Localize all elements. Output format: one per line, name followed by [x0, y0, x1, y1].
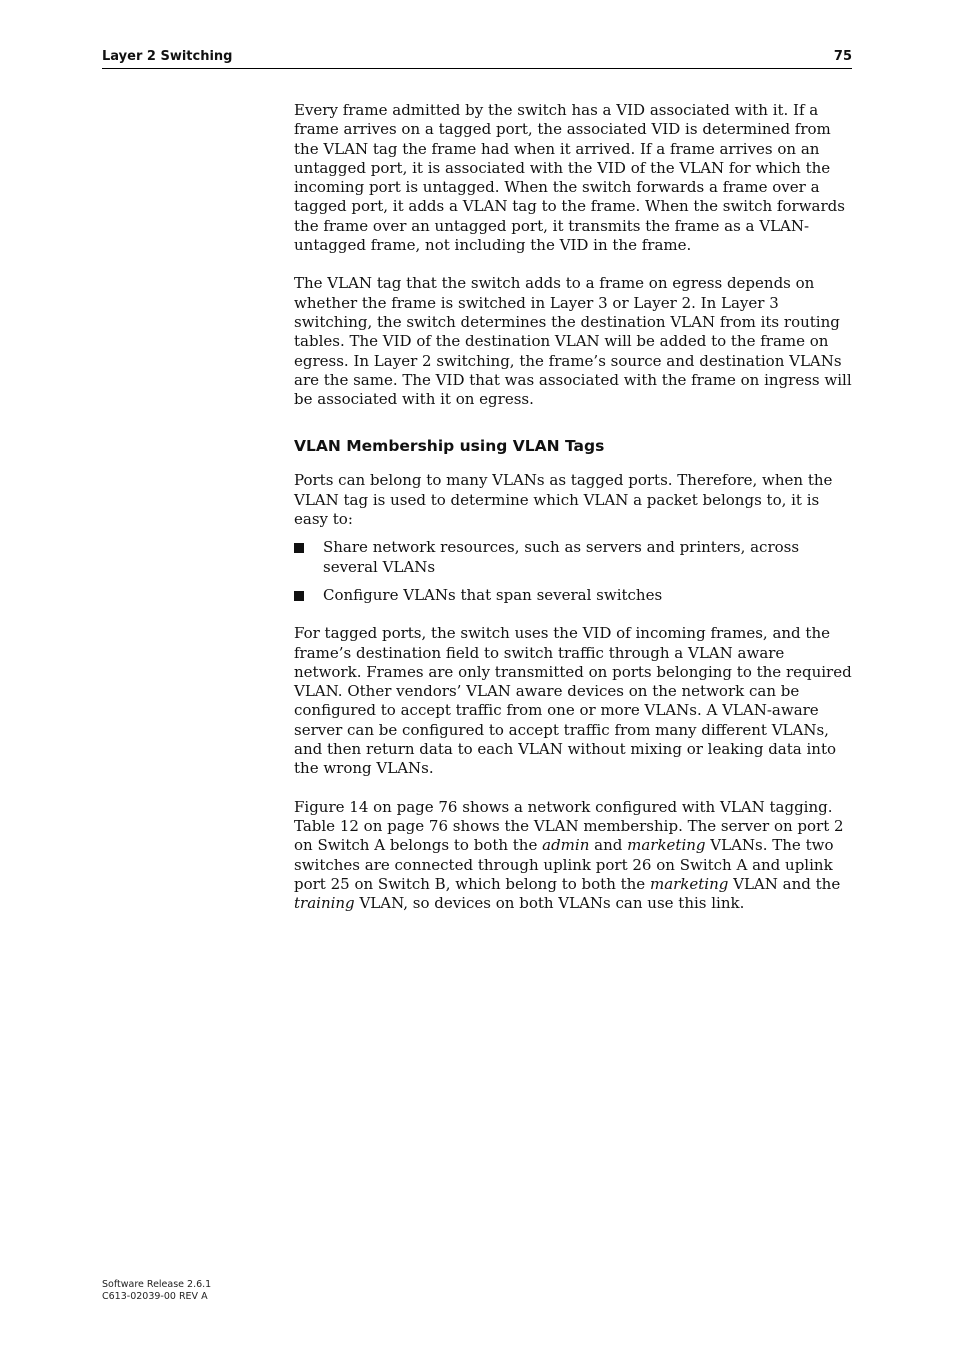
- text-run: Figure 14 on page 76 shows a network configured with VLAN tagging. Table 12 on page 76 shows the VLAN membership. The server on port 2 on Switch A belongs to both the: [294, 797, 844, 855]
- list-item-text: Configure VLANs that span several switches: [323, 585, 663, 604]
- section-body: For tagged ports, the switch uses the VID of incoming frames, and the frame’s destination field to switch traffic through a VLAN aware network. Frames are only transmitted on ports belonging to the required VLAN. Other vendors’ VLAN aware devices on the network can be configured to accept traffic from one or more VLANs. A VLAN-aware server can be configured to accept traffic from many different VLANs, and then return data to each VLAN without mixing or leaking data into the wrong VLANs.: [294, 624, 852, 778]
- footer-doc-id: C613-02039-00 REV A: [102, 1291, 208, 1302]
- text-run: VLANs. The two switches are connected through uplink port 26 on Switch A and uplink port 25 on Switch B, which belong to both the: [294, 836, 834, 893]
- main-content: [294, 101, 854, 932]
- text-run: VLAN and the: [728, 874, 841, 893]
- italic-term: training: [294, 894, 355, 913]
- footer-release: Software Release 2.6.1: [102, 1279, 212, 1290]
- figure-reference-paragraph: [294, 798, 854, 914]
- italic-term: admin: [542, 836, 590, 855]
- italic-term: marketing: [649, 874, 729, 893]
- italic-term: marketing: [627, 836, 706, 855]
- text-run: and: [589, 836, 628, 855]
- page-header: [102, 48, 852, 69]
- bullet-square-icon: [294, 543, 304, 553]
- header-page-number: 75: [833, 49, 852, 64]
- paragraph: The VLAN tag that the switch adds to a frame on egress depends on whether the frame is switched in Layer 3 or Layer 2. In Layer 3 switching, the switch determines the destination VLAN from its routing tables. The VID of the destination VLAN will be added to the frame on egress. In Layer 2 switching, the frame’s source and destination VLANs are the same. The VID that was associated with the frame on ingress will be associated with it on egress.: [294, 274, 852, 409]
- bullet-list: [294, 538, 854, 605]
- section-heading: VLAN Membership using VLAN Tags: [294, 437, 605, 456]
- bullet-square-icon: [294, 591, 304, 601]
- paragraph: Every frame admitted by the switch has a VID associated with it. If a frame arrives on a tagged port, the associated VID is determined from the VLAN tag the frame had when it arrived. If a frame arrives on an untagged port, it is associated with the VID of the VLAN for which the incoming port is untagged. When the switch forwards a frame over a tagged port, it adds a VLAN tag to the frame. When the switch forwards the frame over an untagged port, it transmits the frame as a VLAN-untagged frame, not including the VID in the frame.: [294, 101, 845, 255]
- list-item-text: Share network resources, such as servers and printers, across several VLANs: [323, 538, 800, 576]
- list-item: [294, 538, 854, 577]
- page-footer: [102, 1279, 211, 1303]
- header-section-title: Layer 2 Switching: [102, 49, 233, 64]
- list-item: [294, 586, 854, 605]
- text-run: VLAN, so devices on both VLANs can use this link.: [354, 894, 745, 913]
- section-intro: Ports can belong to many VLANs as tagged ports. Therefore, when the VLAN tag is used to determine which VLAN a packet belongs to, it is easy to:: [294, 471, 833, 529]
